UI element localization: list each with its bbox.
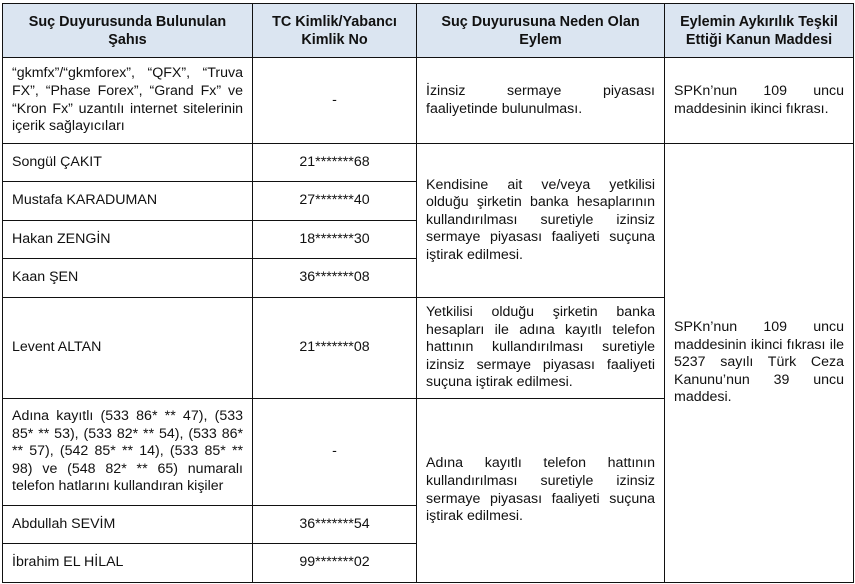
header-id-number: TC Kimlik/Yabancı Kimlik No	[253, 4, 417, 58]
person-cell: “gkmfx”/“gkmforex”, “QFX”, “Truva FX”, “Phase Forex”, “Grand Fx” ve “Kron Fx” uzantılı internet sitelerinin içerik sağlayıcıları	[3, 58, 253, 144]
id-number-cell: 99*******02	[253, 544, 417, 583]
id-number-cell: 27*******40	[253, 182, 417, 221]
person-cell: Songül ÇAKIT	[3, 144, 253, 182]
person-cell: Abdullah SEVİM	[3, 506, 253, 544]
id-number-cell: 21*******08	[253, 298, 417, 399]
person-cell: Kaan ŞEN	[3, 259, 253, 298]
table-row	[3, 144, 854, 182]
id-number-cell: 18*******30	[253, 221, 417, 259]
person-cell: Hakan ZENGİN	[3, 221, 253, 259]
person-cell: Levent ALTAN	[3, 298, 253, 399]
header-law-article: Eylemin Aykırılık Teşkil Ettiği Kanun Maddesi	[665, 4, 854, 58]
action-cell: İzinsiz sermaye piyasası faaliyetinde bulunulması.	[417, 58, 665, 144]
id-number-cell: 36*******08	[253, 259, 417, 298]
action-cell: Kendisine ait ve/veya yetkilisi olduğu şirketin banka hesaplarının kullandırılması suretiyle izinsiz sermaye piyasası faaliyeti suçuna iştirak edilmesi.	[417, 144, 665, 298]
criminal-complaint-table	[2, 3, 854, 583]
id-number-cell: 36*******54	[253, 506, 417, 544]
id-number-cell: -	[253, 399, 417, 506]
id-number-cell: -	[253, 58, 417, 144]
header-person: Suç Duyurusunda Bulunulan Şahıs	[3, 4, 253, 58]
header-action: Suç Duyurusuna Neden Olan Eylem	[417, 4, 665, 58]
person-cell: Adına kayıtlı (533 86* ** 47), (533 85* ** 53), (533 82* ** 54), (533 86* ** 57), (542 85* ** 14), (533 85* ** 98) ve (548 82* ** 65) numaralı telefon hatlarını kullandıran kişiler	[3, 399, 253, 506]
law-cell: SPKn’nun 109 uncu maddesinin ikinci fıkrası.	[665, 58, 854, 144]
header-row	[3, 4, 854, 58]
table-row	[3, 58, 854, 144]
action-cell: Yetkilisi olduğu şirketin banka hesapları ile adına kayıtlı telefon hattının kullandırılması suretiyle izinsiz sermaye piyasası faaliyeti suçuna iştirak edilmesi.	[417, 298, 665, 399]
id-number-cell: 21*******68	[253, 144, 417, 182]
law-cell: SPKn’nun 109 uncu maddesinin ikinci fıkrası ile 5237 sayılı Türk Ceza Kanunu’nun 39 uncu maddesi.	[665, 144, 854, 583]
person-cell: Mustafa KARADUMAN	[3, 182, 253, 221]
action-cell: Adına kayıtlı telefon hattının kullandırılması suretiyle izinsiz sermaye piyasası faaliyeti suçuna iştirak edilmesi.	[417, 399, 665, 583]
person-cell: İbrahim EL HİLAL	[3, 544, 253, 583]
